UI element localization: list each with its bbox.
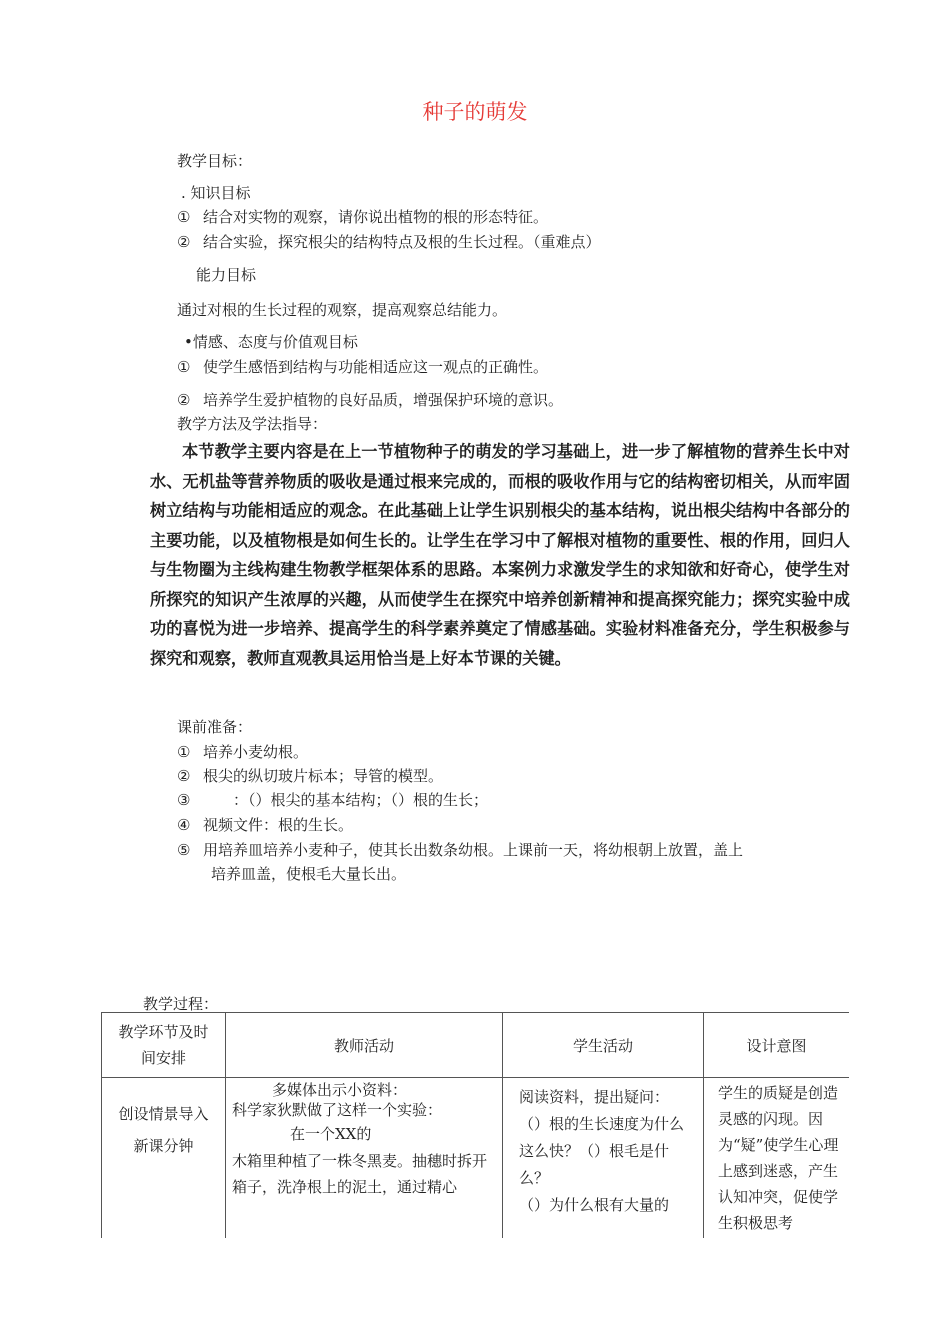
item-marker: ③: [177, 791, 191, 809]
stage-text: 创设情景导入新课分钟: [118, 1105, 209, 1155]
item-marker: ①: [177, 208, 191, 226]
header-cell: [704, 1013, 850, 1078]
method-heading: 教学方法及学法指导：: [177, 415, 328, 433]
student-line: （）为什么根有大量的: [519, 1196, 670, 1214]
knowledge-heading: . 知识目标: [181, 184, 251, 202]
emotion-item: [177, 356, 548, 377]
ability-heading: 能力目标: [196, 266, 257, 284]
student-line: 阅读资料，提出疑问：: [519, 1088, 670, 1106]
header-label: 设计意图: [746, 1036, 807, 1055]
item-text: 根尖的纵切玻片标本；导管的模型。: [203, 767, 444, 785]
process-heading: 教学过程：: [143, 995, 219, 1013]
student-cell: [503, 1078, 704, 1239]
item-marker: ②: [177, 391, 191, 409]
process-table-wrapper: [101, 1012, 849, 1238]
preparation-item: [177, 741, 308, 762]
design-text: 学生的质疑是创造灵感的闪现。因为“疑”使学生心理上感到迷惑，产生认知冲突，促使学生积极思考: [718, 1084, 839, 1232]
ability-text: 通过对根的生长过程的观察，提高观察总结能力。: [177, 301, 508, 319]
preparation-item: [177, 765, 443, 786]
preparation-item: [177, 814, 353, 835]
preparation-item: [177, 839, 743, 860]
teacher-cell: [226, 1078, 503, 1239]
knowledge-item: [177, 231, 601, 252]
item-marker: ②: [177, 233, 191, 251]
item-text: 结合实验，探究根尖的结构特点及根的生长过程。（重难点）: [203, 233, 601, 251]
teacher-line: 在一个XX的: [290, 1125, 372, 1143]
item-text: 使学生感悟到结构与功能相适应这一观点的正确性。: [203, 358, 549, 376]
item-marker: ④: [177, 816, 191, 834]
design-cell: [704, 1078, 850, 1239]
process-table: [101, 1012, 849, 1238]
objectives-heading: 教学目标：: [177, 152, 253, 170]
page-title: 种子的萌发: [422, 100, 528, 124]
header-label: 教师活动: [333, 1036, 394, 1055]
item-marker: ②: [177, 767, 191, 785]
teacher-line: 科学家狄默做了这样一个实验：: [232, 1101, 443, 1119]
table-header-row: [102, 1013, 850, 1078]
method-paragraph-text: 本节教学主要内容是在上一节植物种子的萌发的学习基础上，进一步了解植物的营养生长中对水、无机盐等营养物质的吸收是通过根来完成的，而根的吸收作用与它的结构密切相关，从而牢固树立结构与功能相适应的观念。在此基础上让学生识别根尖的基本结构，说出根尖结构中各部分的主要功能，以及植物根是如何生长的。让学生在学习中了解根对植物的重要性、根的作用，回归人与生物圈为主线构建生物教学框架体系的思路。本案例力求激发学生的求知欲和好奇心，使学生对所探究的知识产生浓厚的兴趣，从而使学生在探究中培养创新精神和提高探究能力；探究实验中成功的喜悦为进一步培养、提高学生的科学素养奠定了情感基础。实验材料准备充分，学生积极参与探究和观察，教师直观教具运用恰当是上好本节课的关键。: [150, 442, 850, 668]
knowledge-item: [177, 206, 548, 227]
item-text: 用培养皿培养小麦种子，使其长出数条幼根。上课前一天，将幼根朝上放置，盖上: [203, 841, 744, 859]
item-text: 培养小麦幼根。: [203, 743, 309, 761]
item-text: 培养学生爱护植物的良好品质，增强保护环境的意识。: [203, 391, 564, 409]
table-row: [102, 1078, 850, 1239]
item-text: 视频文件：根的生长。: [203, 816, 354, 834]
method-paragraph: [150, 437, 850, 673]
header-label: 教学环节及时间安排: [118, 1023, 209, 1067]
teacher-line: 木箱里种植了一株冬黑麦。抽穗时拆开箱子，洗净根上的泥土，通过精心: [232, 1152, 488, 1196]
preparation-item: [177, 789, 488, 810]
teacher-line: 多媒体出示小资料：: [272, 1081, 408, 1099]
item-text: 结合对实物的观察，请你说出植物的根的形态特征。: [203, 208, 549, 226]
item-marker: ①: [177, 358, 191, 376]
item-text: ：（）根尖的基本结构；（）根的生长；: [233, 791, 489, 809]
preparation-heading: 课前准备：: [177, 718, 253, 736]
emotion-item: [177, 389, 563, 410]
preparation-item-continued: 培养皿盖，使根毛大量长出。: [211, 865, 407, 883]
item-marker: ⑤: [177, 841, 191, 859]
header-label: 学生活动: [572, 1036, 633, 1055]
header-cell: [503, 1013, 704, 1078]
item-marker: ①: [177, 743, 191, 761]
emotion-heading: •情感、态度与价值观目标: [184, 333, 358, 351]
header-cell: [226, 1013, 503, 1078]
header-cell: [102, 1013, 226, 1078]
stage-cell: [102, 1078, 226, 1239]
student-line: （）根的生长速度为什么这么快？（）根毛是什么？: [519, 1115, 685, 1187]
